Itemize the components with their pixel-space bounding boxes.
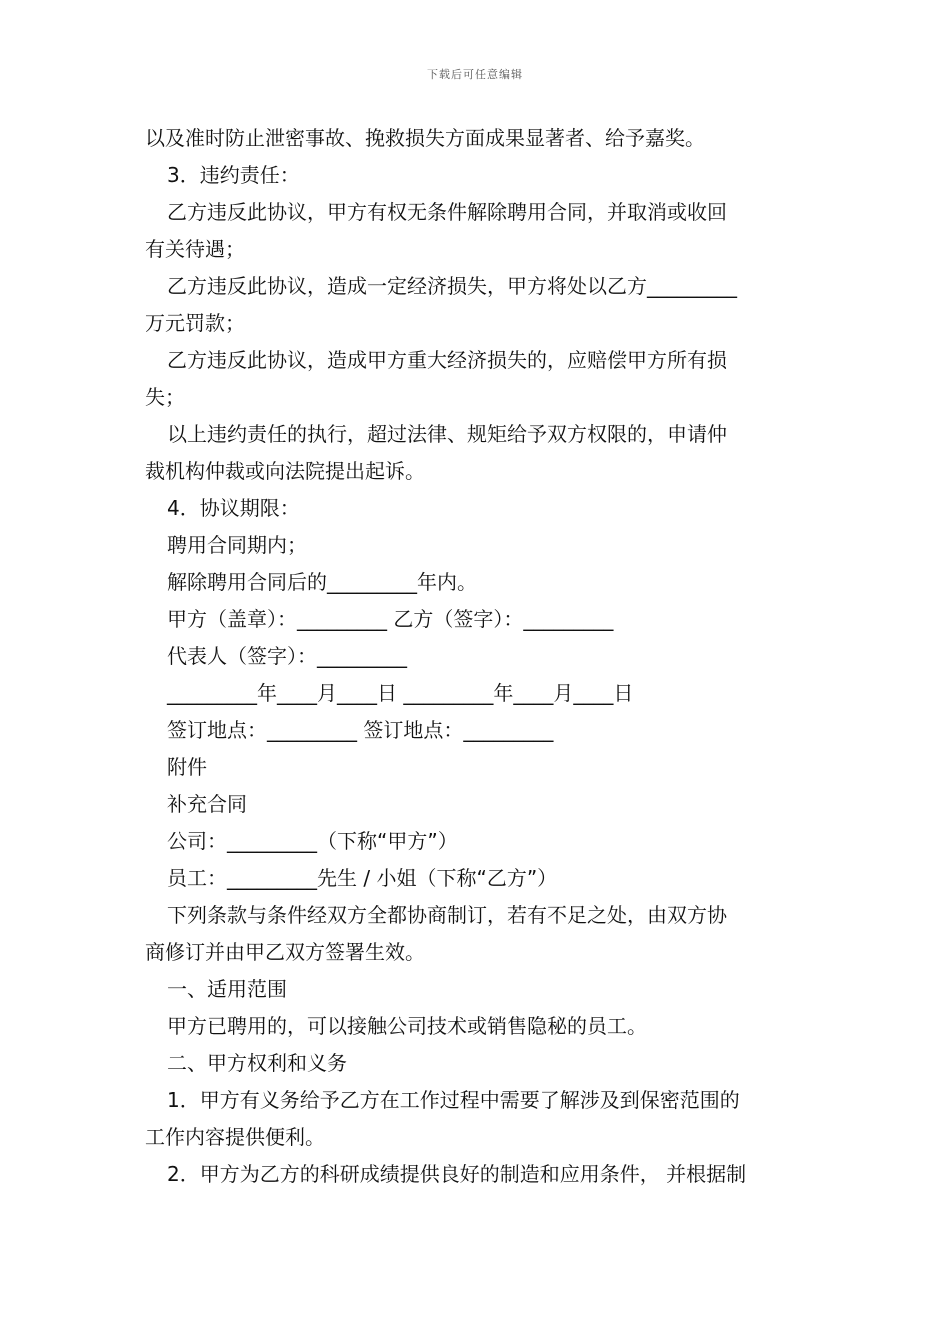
employee-line: 员工：_________先生 / 小姐（下称“乙方”） (167, 866, 558, 890)
paragraph-line: 聘用合同期内； (167, 533, 307, 557)
attachment-label: 附件 (167, 755, 207, 779)
paragraph-line: 2．甲方为乙方的科研成绩提供良好的制造和应用条件， 并根据制 (167, 1162, 747, 1186)
paragraph-line: 乙方违反此协议，造成一定经济损失，甲方将处以乙方_________ (167, 274, 737, 298)
paragraph-line: 商修订并由甲乙双方签署生效。 (145, 940, 425, 964)
supplement-title: 补充合同 (167, 792, 247, 816)
paragraph-line: 乙方违反此协议，造成甲方重大经济损失的，应赔偿甲方所有损 (167, 348, 727, 372)
section-heading-term: 4．协议期限： (167, 496, 300, 520)
paragraph-line: 解除聘用合同后的_________年内。 (167, 570, 477, 594)
signing-location-line: 签订地点：_________ 签订地点：_________ (167, 718, 554, 742)
signature-line-representative: 代表人（签字）：_________ (167, 644, 407, 668)
paragraph-line: 以及准时防止泄密事故、挽救损失方面成果显著者、给予嘉奖。 (145, 126, 705, 150)
signature-line-parties: 甲方（盖章）：_________ 乙方（签字）：_________ (167, 607, 614, 631)
paragraph-line: 以上违约责任的执行，超过法律、规矩给予双方权限的，申请仲 (167, 422, 727, 446)
section-heading-scope: 一、适用范围 (167, 977, 287, 1001)
date-line: _________年____月____日 _________年____月____日 (167, 681, 634, 705)
page-header: 下载后可任意编辑 (427, 68, 523, 81)
paragraph-line: 甲方已聘用的，可以接触公司技术或销售隐秘的员工。 (167, 1014, 647, 1038)
paragraph-line: 工作内容提供便利。 (145, 1125, 325, 1149)
paragraph-line: 有关待遇； (145, 237, 245, 261)
paragraph-line: 1．甲方有义务给予乙方在工作过程中需要了解涉及到保密范围的 (167, 1088, 740, 1112)
section-heading-breach: 3．违约责任： (167, 163, 300, 187)
section-heading-rights: 二、甲方权利和义务 (167, 1051, 347, 1075)
paragraph-line: 乙方违反此协议，甲方有权无条件解除聘用合同，并取消或收回 (167, 200, 727, 224)
document-body (145, 120, 810, 1193)
company-line: 公司：_________（下称“甲方”） (167, 829, 458, 853)
paragraph-line: 下列条款与条件经双方全都协商制订，若有不足之处，由双方协 (167, 903, 727, 927)
paragraph-line: 失； (145, 385, 185, 409)
paragraph-line: 万元罚款； (145, 311, 245, 335)
paragraph-line: 裁机构仲裁或向法院提出起诉。 (145, 459, 425, 483)
